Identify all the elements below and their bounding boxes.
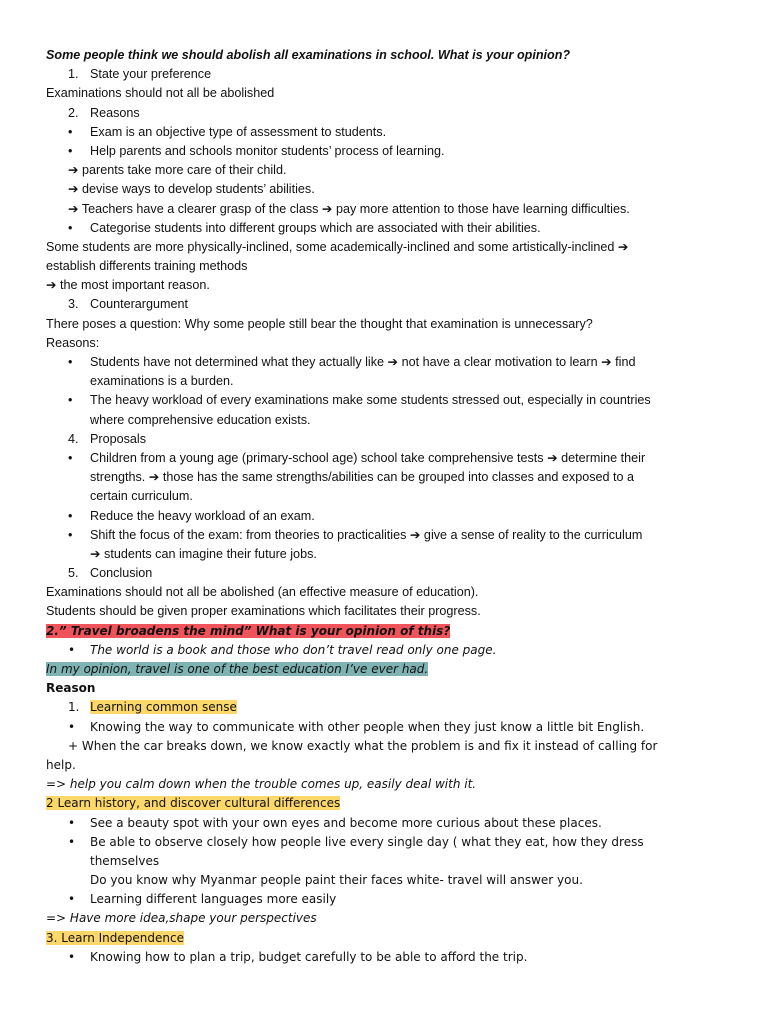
arrow-item: ➔ Teachers have a clearer grasp of the class ➔ pay more attention to those have learning difficulties.: [68, 201, 630, 216]
arrow-item: ➔ devise ways to develop students’ abilities.: [68, 182, 315, 197]
reason-label: Reason: [46, 681, 96, 696]
numbered-item: 1. Learning common sense: [68, 700, 237, 715]
document-page: [46, 46, 736, 967]
text-line: ➔ the most important reason.: [46, 278, 210, 293]
text-line: There poses a question: Why some people still bear the thought that examination is unnecessary?: [46, 316, 593, 331]
bullet-item: • Exam is an objective type of assessment to students.: [46, 123, 736, 142]
bullet-item: • Help parents and schools monitor students’ process of learning.: [46, 142, 736, 161]
section-travel: [46, 622, 736, 967]
bullet-item: • Children from a young age (primary-school age) school take comprehensive tests ➔ determine their: [46, 449, 736, 468]
bullet-item: • Shift the focus of the exam: from theories to practicalities ➔ give a sense of reality to the curriculum: [46, 526, 736, 545]
quote-bullet: • The world is a book and those who don’t travel read only one page.: [46, 641, 736, 660]
plus-line: + When the car breaks down, we know exactly what the problem is and fix it instead of calling for: [68, 738, 658, 753]
bullet-continuation: where comprehensive education exists.: [90, 412, 311, 427]
bullet-item: • See a beauty spot with your own eyes and become more curious about these places.: [46, 814, 736, 833]
text-line: Examinations should not all be abolished (an effective measure of education).: [46, 585, 479, 600]
text-line: establish differents training methods: [46, 259, 248, 274]
bullet-item: • Be able to observe closely how people live every single day ( what they eat, how they dress: [46, 833, 736, 852]
opinion-line: In my opinion, travel is one of the best education I’ve ever had.: [46, 662, 429, 676]
bullet-continuation: certain curriculum.: [90, 489, 193, 504]
question-title: Some people think we should abolish all examinations in school. What is your opinion?: [46, 48, 571, 62]
bullet-continuation: examinations is a burden.: [90, 374, 234, 389]
text-line: Students should be given proper examinations which facilitates their progress.: [46, 604, 481, 619]
numbered-item: 5. Conclusion: [68, 566, 153, 581]
bullet-continuation: strengths. ➔ those has the same strengths/abilities can be grouped into classes and exposed to a: [90, 470, 635, 485]
numbered-item: 4. Proposals: [68, 431, 147, 446]
bullet-item: • Learning different languages more easily: [46, 890, 736, 909]
bullet-item: • Reduce the heavy workload of an exam.: [46, 507, 736, 526]
bullet-continuation: Do you know why Myanmar people paint their faces white- travel will answer you.: [90, 873, 583, 888]
subheading: 3. Learn Independence: [46, 930, 184, 945]
subheading: 2 Learn history, and discover cultural differences: [46, 796, 341, 811]
numbered-item: 3. Counterargument: [68, 297, 189, 312]
bullet-item: • Categorise students into different groups which are associated with their abilities.: [46, 219, 736, 238]
bullet-continuation: ➔ students can imagine their future jobs.: [90, 546, 317, 561]
text-line: Examinations should not all be abolished: [46, 86, 275, 101]
bullet-item: • Knowing the way to communicate with other people when they just know a little bit English.: [46, 718, 736, 737]
numbered-item: 1. State your preference: [68, 67, 212, 82]
bullet-item: • The heavy workload of every examinations make some students stressed out, especially in countries: [46, 391, 736, 410]
numbered-item: 2. Reasons: [68, 105, 140, 120]
text-line: help.: [46, 757, 76, 772]
section-heading: 2.” Travel broadens the mind” What is your opinion of this?: [46, 623, 451, 638]
arrow-item: ➔ parents take more care of their child.: [68, 163, 287, 178]
bullet-continuation: themselves: [90, 853, 160, 868]
text-line: Some students are more physically-inclined, some academically-inclined and some artistically-inclined ➔: [46, 239, 629, 254]
result-line: => help you calm down when the trouble comes up, easily deal with it.: [46, 777, 477, 792]
text-line: Reasons:: [46, 335, 100, 350]
bullet-item: • Students have not determined what they actually like ➔ not have a clear motivation to learn ➔ find: [46, 353, 736, 372]
bullet-item: • Knowing how to plan a trip, budget carefully to be able to afford the trip.: [46, 948, 736, 967]
result-line: => Have more idea,shape your perspectives: [46, 911, 317, 926]
